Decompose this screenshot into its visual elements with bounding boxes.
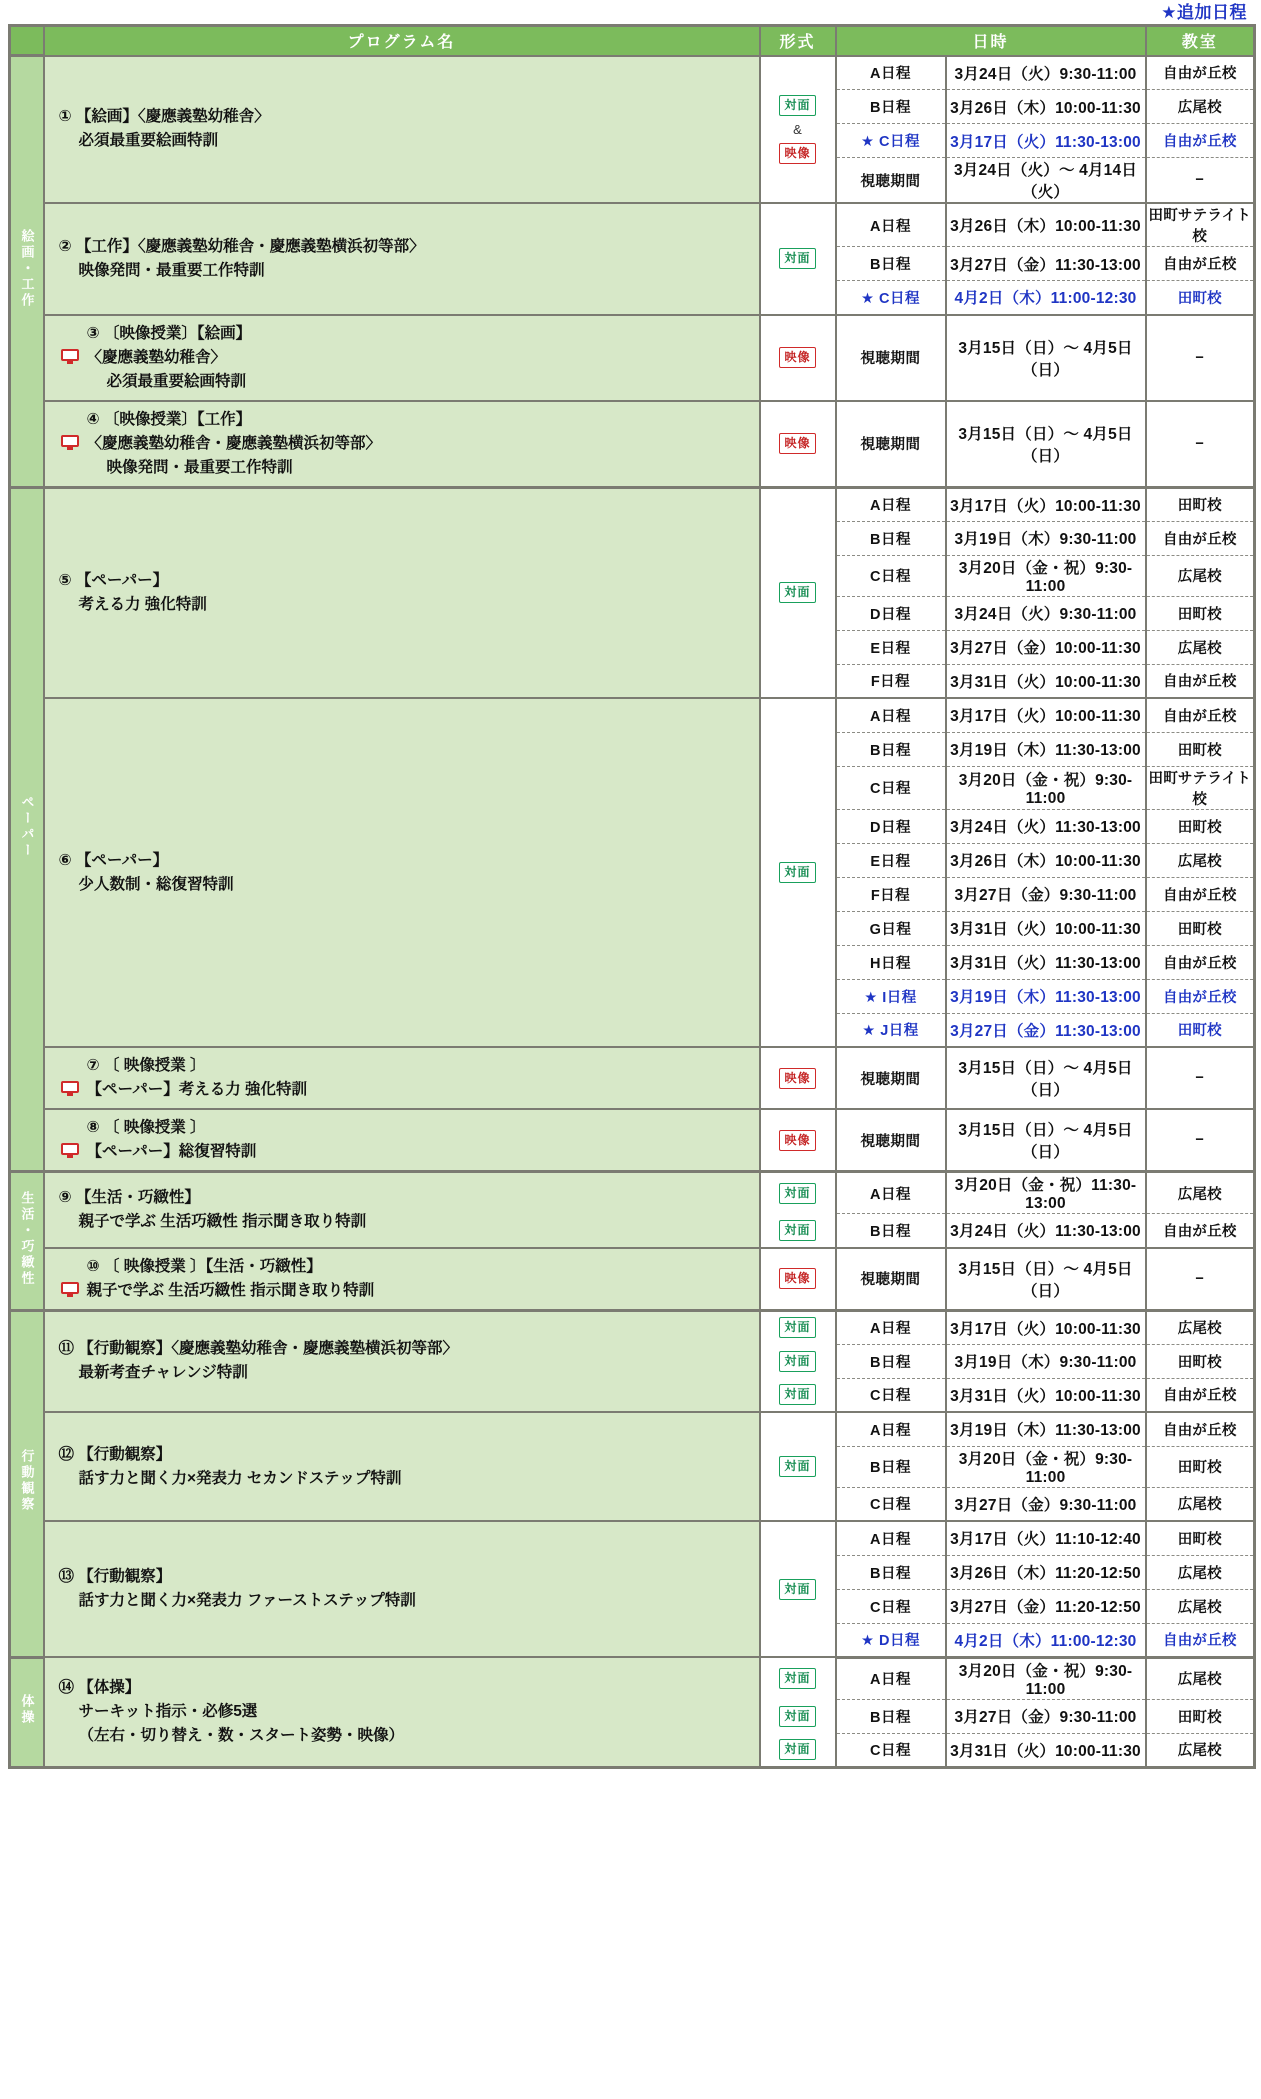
- schedule-code: 視聴期間: [836, 1248, 946, 1311]
- schedule-datetime: 3月24日（火）11:30-13:00: [946, 1214, 1146, 1248]
- schedule-code: B日程: [836, 1555, 946, 1589]
- schedule-datetime: 3月19日（木）11:30-13:00: [946, 732, 1146, 766]
- icon-spacer: [61, 411, 79, 425]
- program-name-line: [59, 1467, 759, 1491]
- schedule-room: 広尾校: [1146, 1487, 1255, 1521]
- schedule-code: B日程: [836, 1214, 946, 1248]
- program-name-line: [59, 1361, 759, 1385]
- schedule-room: 田町サテライト校: [1146, 766, 1255, 809]
- program-name-cell: [44, 1521, 760, 1657]
- category-label-1: 絵画・工作: [10, 56, 44, 488]
- header-datetime: 日時: [836, 26, 1146, 56]
- icon-spacer: [61, 325, 79, 339]
- format-badge-video: 映像: [779, 347, 815, 368]
- format-cell: [760, 56, 836, 204]
- format-cell: [760, 698, 836, 1047]
- program-name-text: 親子で学ぶ 生活巧緻性 指示聞き取り特訓: [78, 1212, 367, 1230]
- header-program-name: プログラム名: [44, 26, 760, 56]
- program-name-line: [59, 593, 759, 617]
- program-name-cell: [44, 401, 760, 488]
- schedule-room: 広尾校: [1146, 1657, 1255, 1699]
- program-name-cell: [44, 1248, 760, 1311]
- program-name-line: [59, 1724, 759, 1748]
- schedule-room: 自由が丘校: [1146, 698, 1255, 732]
- format-cell: [760, 315, 836, 401]
- schedule-code: B日程: [836, 732, 946, 766]
- schedule-datetime: 3月20日（金・祝）9:30-11:00: [946, 766, 1146, 809]
- program-name-text: ⑪ 【行動観察】〈慶應義塾幼稚舎・慶應義塾横浜初等部〉: [58, 1340, 459, 1358]
- schedule-datetime: 3月26日（木）10:00-11:30: [946, 843, 1146, 877]
- icon-spacer: [61, 459, 79, 473]
- format-badge-in-person: 対面: [779, 1183, 815, 1204]
- program-name-text: ④ 〔映像授業〕【工作】: [86, 410, 252, 428]
- schedule-room: 広尾校: [1146, 555, 1255, 596]
- schedule-code: A日程: [836, 1412, 946, 1446]
- format-cell: [760, 1521, 836, 1657]
- format-cell: [760, 401, 836, 488]
- schedule-room: 田町校: [1146, 487, 1255, 521]
- program-name-text: ② 【工作】〈慶應義塾幼稚舎・慶應義塾横浜初等部〉: [58, 237, 425, 255]
- table-row: [10, 315, 1255, 401]
- schedule-code: F日程: [836, 664, 946, 698]
- format-cell: [760, 203, 836, 315]
- program-name-cell: [44, 315, 760, 401]
- schedule-code: D日程: [836, 596, 946, 630]
- icon-spacer: [61, 1057, 79, 1071]
- category-label-2: ペーパー: [10, 487, 44, 1172]
- schedule-code: A日程: [836, 1310, 946, 1344]
- schedule-code: A日程: [836, 698, 946, 732]
- program-name-cell: [44, 1109, 760, 1172]
- program-name-text: ⑤ 【ペーパー】: [58, 571, 169, 589]
- format-badge-in-person: 対面: [779, 1579, 815, 1600]
- schedule-code: ★ C日程: [836, 281, 946, 315]
- program-name-text: 【ペーパー】考える力 強化特訓: [86, 1081, 308, 1099]
- program-name-line: [59, 1279, 759, 1303]
- header-category: [10, 26, 44, 56]
- schedule-code: C日程: [836, 766, 946, 809]
- format-cell: [760, 1344, 836, 1378]
- program-name-line: [59, 1140, 759, 1164]
- schedule-datetime: 3月27日（金）9:30-11:00: [946, 877, 1146, 911]
- video-monitor-icon: [61, 1081, 79, 1095]
- schedule-room: 田町校: [1146, 281, 1255, 315]
- schedule-code: B日程: [836, 247, 946, 281]
- program-name-text: 少人数制・総復習特訓: [78, 875, 234, 893]
- schedule-datetime: 3月15日（日）〜 4月5日（日）: [946, 1248, 1146, 1311]
- format-ampersand: &: [793, 121, 802, 137]
- schedule-datetime: 3月31日（火）10:00-11:30: [946, 911, 1146, 945]
- schedule-room: 広尾校: [1146, 1310, 1255, 1344]
- schedule-room: 田町校: [1146, 911, 1255, 945]
- schedule-room: 広尾校: [1146, 1555, 1255, 1589]
- format-badge-in-person: 対面: [779, 862, 815, 883]
- schedule-datetime: 3月26日（木）11:20-12:50: [946, 1555, 1146, 1589]
- schedule-room: 広尾校: [1146, 1589, 1255, 1623]
- schedule-code: D日程: [836, 809, 946, 843]
- program-schedule-table: [8, 24, 1256, 1769]
- format-badge-in-person: 対面: [779, 1706, 815, 1727]
- format-badge-in-person: 対面: [779, 1220, 815, 1241]
- program-name-text: ⑬ 【行動観察】: [58, 1568, 172, 1586]
- schedule-datetime: 3月17日（火）10:00-11:30: [946, 1310, 1146, 1344]
- schedule-datetime: 3月27日（金）11:20-12:50: [946, 1589, 1146, 1623]
- schedule-datetime: 3月20日（金・祝）9:30-11:00: [946, 1657, 1146, 1699]
- icon-spacer: [61, 373, 79, 387]
- schedule-datetime: 3月17日（火）10:00-11:30: [946, 698, 1146, 732]
- category-label-4: 行動観察: [10, 1310, 44, 1657]
- format-cell: [760, 1172, 836, 1214]
- schedule-code: 視聴期間: [836, 158, 946, 204]
- format-cell: [760, 487, 836, 698]
- program-name-line: [59, 432, 759, 456]
- table-row: [10, 1109, 1255, 1172]
- schedule-datetime: 3月17日（火）10:00-11:30: [946, 487, 1146, 521]
- program-name-text: （左右・切り替え・数・スタート姿勢・映像）: [78, 1726, 405, 1744]
- program-name-text: 映像発問・最重要工作特訓: [106, 458, 293, 476]
- video-monitor-icon: [61, 349, 79, 363]
- schedule-code: H日程: [836, 945, 946, 979]
- format-badge-in-person: 対面: [779, 95, 815, 116]
- program-name-text: 話す力と聞く力×発表力 ファーストステップ特訓: [78, 1592, 416, 1610]
- program-name-text: ⑧ 〔 映像授業 〕: [86, 1119, 206, 1137]
- schedule-datetime: 3月27日（金）9:30-11:00: [946, 1699, 1146, 1733]
- program-name-line: [59, 105, 759, 129]
- schedule-datetime: 3月24日（火）〜 4月14日（火）: [946, 158, 1146, 204]
- schedule-code: E日程: [836, 843, 946, 877]
- schedule-datetime: 3月26日（木）10:00-11:30: [946, 90, 1146, 124]
- program-name-line: [59, 1676, 759, 1700]
- format-badge-video: 映像: [779, 1268, 815, 1289]
- schedule-code: B日程: [836, 1446, 946, 1487]
- format-badge-in-person: 対面: [779, 1739, 815, 1760]
- schedule-code: B日程: [836, 1699, 946, 1733]
- schedule-room: 広尾校: [1146, 1172, 1255, 1214]
- header-format: 形式: [760, 26, 836, 56]
- schedule-code: E日程: [836, 630, 946, 664]
- format-badge-video: 映像: [779, 1130, 815, 1151]
- schedule-room: 田町校: [1146, 809, 1255, 843]
- schedule-code: A日程: [836, 1521, 946, 1555]
- table-row: [10, 1172, 1255, 1214]
- program-name-text: 最新考査チャレンジ特訓: [78, 1364, 248, 1382]
- schedule-datetime: 3月27日（金）10:00-11:30: [946, 630, 1146, 664]
- program-name-cell: [44, 1657, 760, 1767]
- program-name-cell: [44, 1172, 760, 1248]
- schedule-room: −: [1146, 315, 1255, 401]
- schedule-datetime: 3月15日（日）〜 4月5日（日）: [946, 1047, 1146, 1109]
- schedule-code: A日程: [836, 1657, 946, 1699]
- schedule-datetime: 3月31日（火）11:30-13:00: [946, 945, 1146, 979]
- icon-spacer: [61, 1258, 79, 1272]
- format-cell: [760, 1412, 836, 1521]
- format-badge-in-person: 対面: [779, 1384, 815, 1405]
- program-name-text: サーキット指示・必修5選: [78, 1702, 258, 1720]
- schedule-datetime: 3月19日（木）11:30-13:00: [946, 1412, 1146, 1446]
- schedule-room: 田町サテライト校: [1146, 203, 1255, 247]
- program-name-cell: [44, 203, 760, 315]
- program-name-text: 考える力 強化特訓: [78, 595, 207, 613]
- program-name-cell: [44, 1412, 760, 1521]
- schedule-room: 自由が丘校: [1146, 521, 1255, 555]
- schedule-code: 視聴期間: [836, 1047, 946, 1109]
- format-badge-in-person: 対面: [779, 1668, 815, 1689]
- format-cell: [760, 1733, 836, 1767]
- schedule-room: 広尾校: [1146, 843, 1255, 877]
- category-label-5: 体操: [10, 1657, 44, 1767]
- schedule-datetime: 3月17日（火）11:10-12:40: [946, 1521, 1146, 1555]
- table-row: [10, 1412, 1255, 1446]
- schedule-datetime: 3月27日（金）9:30-11:00: [946, 1487, 1146, 1521]
- schedule-room: −: [1146, 1248, 1255, 1311]
- schedule-code: A日程: [836, 1172, 946, 1214]
- program-name-line: [59, 370, 759, 394]
- schedule-room: 自由が丘校: [1146, 1378, 1255, 1412]
- program-name-line: [59, 1337, 759, 1361]
- schedule-room: −: [1146, 1109, 1255, 1172]
- schedule-code: G日程: [836, 911, 946, 945]
- schedule-datetime: 3月15日（日）〜 4月5日（日）: [946, 315, 1146, 401]
- schedule-code: ★ C日程: [836, 124, 946, 158]
- schedule-datetime: 3月24日（火）9:30-11:00: [946, 56, 1146, 90]
- format-badge-video: 映像: [779, 1068, 815, 1089]
- program-name-line: [59, 346, 759, 370]
- schedule-datetime: 4月2日（木）11:00-12:30: [946, 1623, 1146, 1657]
- format-badge-in-person: 対面: [779, 248, 815, 269]
- schedule-code: A日程: [836, 56, 946, 90]
- schedule-datetime: 3月17日（火）11:30-13:00: [946, 124, 1146, 158]
- program-name-line: [59, 1210, 759, 1234]
- format-badge-in-person: 対面: [779, 1351, 815, 1372]
- schedule-code: A日程: [836, 203, 946, 247]
- program-name-line: [59, 1589, 759, 1613]
- schedule-code: 視聴期間: [836, 315, 946, 401]
- program-name-cell: [44, 487, 760, 698]
- schedule-room: 自由が丘校: [1146, 877, 1255, 911]
- table-row: [10, 56, 1255, 90]
- format-cell: [760, 1699, 836, 1733]
- schedule-room: 広尾校: [1146, 1733, 1255, 1767]
- format-cell: [760, 1657, 836, 1699]
- program-name-text: 必須最重要絵画特訓: [78, 132, 219, 150]
- program-name-text: ⑩ 〔 映像授業 〕【生活・巧緻性】: [86, 1257, 322, 1275]
- schedule-datetime: 3月24日（火）9:30-11:00: [946, 596, 1146, 630]
- table-row: [10, 1657, 1255, 1699]
- program-name-text: ③ 〔映像授業〕【絵画】: [86, 324, 252, 342]
- table-row: [10, 1310, 1255, 1344]
- schedule-room: 田町校: [1146, 1013, 1255, 1047]
- program-name-text: ⑦ 〔 映像授業 〕: [86, 1057, 206, 1075]
- schedule-code: B日程: [836, 90, 946, 124]
- schedule-room: 田町校: [1146, 1521, 1255, 1555]
- video-monitor-icon: [61, 1282, 79, 1296]
- schedule-code: F日程: [836, 877, 946, 911]
- schedule-datetime: 4月2日（木）11:00-12:30: [946, 281, 1146, 315]
- program-name-line: [59, 569, 759, 593]
- schedule-datetime: 3月20日（金・祝）11:30-13:00: [946, 1172, 1146, 1214]
- format-cell: [760, 1047, 836, 1109]
- program-name-text: 話す力と聞く力×発表力 セカンドステップ特訓: [78, 1469, 402, 1487]
- format-cell: [760, 1378, 836, 1412]
- table-row: [10, 698, 1255, 732]
- schedule-room: 自由が丘校: [1146, 124, 1255, 158]
- schedule-code: 視聴期間: [836, 1109, 946, 1172]
- program-name-text: 〈慶應義塾幼稚舎〉: [86, 348, 227, 366]
- program-name-line: [59, 1186, 759, 1210]
- schedule-room: 自由が丘校: [1146, 979, 1255, 1013]
- program-name-line: [59, 322, 759, 346]
- program-name-line: [59, 1116, 759, 1140]
- program-name-text: ⑨ 【生活・巧緻性】: [58, 1188, 200, 1206]
- schedule-room: −: [1146, 1047, 1255, 1109]
- schedule-code: C日程: [836, 555, 946, 596]
- program-name-line: [59, 1700, 759, 1724]
- schedule-code: ★ J日程: [836, 1013, 946, 1047]
- program-name-text: ⑫ 【行動観察】: [58, 1445, 172, 1463]
- program-name-line: [59, 1565, 759, 1589]
- schedule-datetime: 3月27日（金）11:30-13:00: [946, 247, 1146, 281]
- schedule-room: −: [1146, 401, 1255, 488]
- program-name-text: ⑭ 【体操】: [58, 1678, 141, 1696]
- program-name-line: [59, 1078, 759, 1102]
- program-name-text: ⑥ 【ペーパー】: [58, 851, 169, 869]
- format-cell: [760, 1248, 836, 1311]
- schedule-code: ★ I日程: [836, 979, 946, 1013]
- video-monitor-icon: [61, 435, 79, 449]
- program-name-line: [59, 849, 759, 873]
- table-row: [10, 1521, 1255, 1555]
- schedule-datetime: 3月15日（日）〜 4月5日（日）: [946, 401, 1146, 488]
- schedule-code: C日程: [836, 1378, 946, 1412]
- schedule-code: ★ D日程: [836, 1623, 946, 1657]
- schedule-room: 広尾校: [1146, 630, 1255, 664]
- program-name-cell: [44, 1310, 760, 1412]
- additional-schedule-note: ★追加日程: [1161, 3, 1247, 22]
- schedule-room: 田町校: [1146, 1446, 1255, 1487]
- icon-spacer: [61, 1119, 79, 1133]
- program-name-line: [59, 259, 759, 283]
- program-name-line: [59, 235, 759, 259]
- schedule-room: 自由が丘校: [1146, 247, 1255, 281]
- schedule-room: 自由が丘校: [1146, 664, 1255, 698]
- schedule-code: C日程: [836, 1589, 946, 1623]
- schedule-room: 広尾校: [1146, 90, 1255, 124]
- schedule-datetime: 3月24日（火）11:30-13:00: [946, 809, 1146, 843]
- program-name-line: [59, 873, 759, 897]
- schedule-code: 視聴期間: [836, 401, 946, 488]
- program-name-cell: [44, 698, 760, 1047]
- schedule-room: 田町校: [1146, 1699, 1255, 1733]
- schedule-datetime: 3月26日（木）10:00-11:30: [946, 203, 1146, 247]
- schedule-datetime: 3月31日（火）10:00-11:30: [946, 1733, 1146, 1767]
- header-room: 教室: [1146, 26, 1255, 56]
- schedule-room: 田町校: [1146, 732, 1255, 766]
- program-name-text: 映像発問・最重要工作特訓: [78, 261, 265, 279]
- format-cell: [760, 1310, 836, 1344]
- table-body: [10, 56, 1255, 1768]
- program-name-cell: [44, 56, 760, 204]
- format-cell: [760, 1214, 836, 1248]
- program-name-text: 親子で学ぶ 生活巧緻性 指示聞き取り特訓: [86, 1281, 375, 1299]
- program-name-line: [59, 1054, 759, 1078]
- program-name-line: [59, 1443, 759, 1467]
- program-name-cell: [44, 1047, 760, 1109]
- schedule-code: C日程: [836, 1487, 946, 1521]
- format-badge-in-person: 対面: [779, 1317, 815, 1338]
- schedule-code: B日程: [836, 521, 946, 555]
- table-row: [10, 203, 1255, 247]
- schedule-room: 自由が丘校: [1146, 945, 1255, 979]
- format-badge-video: 映像: [779, 143, 815, 164]
- table-header: [10, 26, 1255, 56]
- table-row: [10, 487, 1255, 521]
- table-row: [10, 1248, 1255, 1311]
- program-name-line: [59, 129, 759, 153]
- format-badge-in-person: 対面: [779, 1456, 815, 1477]
- schedule-datetime: 3月27日（金）11:30-13:00: [946, 1013, 1146, 1047]
- schedule-room: −: [1146, 158, 1255, 204]
- schedule-datetime: 3月15日（日）〜 4月5日（日）: [946, 1109, 1146, 1172]
- format-badge-video: 映像: [779, 433, 815, 454]
- video-monitor-icon: [61, 1143, 79, 1157]
- table-row: [10, 1047, 1255, 1109]
- schedule-datetime: 3月19日（木）9:30-11:00: [946, 1344, 1146, 1378]
- format-badge-in-person: 対面: [779, 582, 815, 603]
- schedule-datetime: 3月20日（金・祝）9:30-11:00: [946, 555, 1146, 596]
- schedule-datetime: 3月20日（金・祝）9:30-11:00: [946, 1446, 1146, 1487]
- program-name-text: ① 【絵画】〈慶應義塾幼稚舎〉: [58, 108, 270, 126]
- schedule-datetime: 3月19日（木）9:30-11:00: [946, 521, 1146, 555]
- table-row: [10, 401, 1255, 488]
- schedule-code: B日程: [836, 1344, 946, 1378]
- schedule-room: 田町校: [1146, 596, 1255, 630]
- program-name-text: 【ペーパー】総復習特訓: [86, 1143, 257, 1161]
- schedule-code: C日程: [836, 1733, 946, 1767]
- schedule-room: 田町校: [1146, 1344, 1255, 1378]
- schedule-room: 自由が丘校: [1146, 1214, 1255, 1248]
- schedule-datetime: 3月31日（火）10:00-11:30: [946, 664, 1146, 698]
- schedule-room: 自由が丘校: [1146, 56, 1255, 90]
- schedule-datetime: 3月19日（木）11:30-13:00: [946, 979, 1146, 1013]
- schedule-code: A日程: [836, 487, 946, 521]
- program-name-line: [59, 1255, 759, 1279]
- schedule-datetime: 3月31日（火）10:00-11:30: [946, 1378, 1146, 1412]
- program-name-line: [59, 456, 759, 480]
- schedule-room: 自由が丘校: [1146, 1623, 1255, 1657]
- program-name-line: [59, 408, 759, 432]
- category-label-3: 生活・巧緻性: [10, 1172, 44, 1311]
- program-name-text: 〈慶應義塾幼稚舎・慶應義塾横浜初等部〉: [86, 434, 382, 452]
- schedule-room: 自由が丘校: [1146, 1412, 1255, 1446]
- program-name-text: 必須最重要絵画特訓: [106, 372, 247, 390]
- format-cell: [760, 1109, 836, 1172]
